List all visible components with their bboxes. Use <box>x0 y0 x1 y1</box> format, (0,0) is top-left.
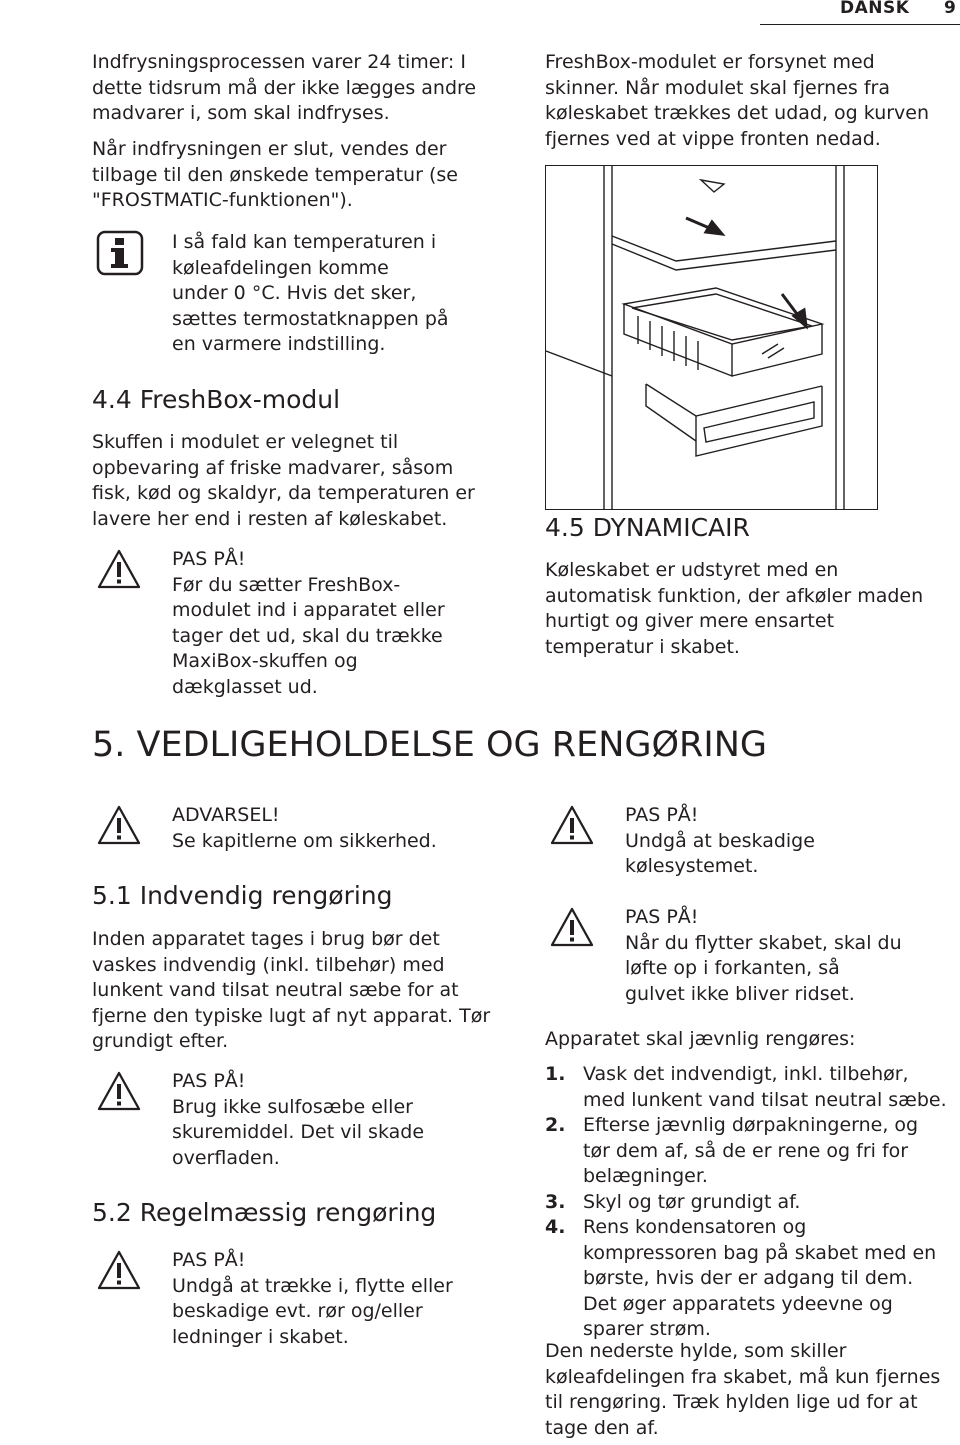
section-4-5-title: 4.5 DYNAMICAIR <box>545 513 750 542</box>
warning-triangle-icon <box>96 804 142 846</box>
text-line: temperatur i skabet. <box>545 635 740 658</box>
chapter-5-title: 5. VEDLIGEHOLDELSE OG RENGØRING <box>92 725 767 765</box>
text-line: Køleskabet er udstyret med en <box>545 559 839 581</box>
caution-cooling-system <box>625 803 815 880</box>
text-line: lunkent vand tilsat neutral sæbe for at <box>92 979 459 1001</box>
section-4-4-text <box>92 430 475 532</box>
text-line: Den nederste hylde, som skiller <box>545 1340 847 1362</box>
text-line: Når du flytter skabet, skal du <box>625 931 902 954</box>
text-line: grundigt efter. <box>92 1030 229 1052</box>
header-language: DANSK <box>840 0 910 18</box>
text-line: hurtigt og giver mere ensartet <box>545 610 835 632</box>
list-item <box>545 1190 960 1216</box>
text-line: Skyl og tør grundigt af. <box>583 1190 801 1213</box>
text-line: fjerne den typiske lugt af nyt apparat. Tør <box>92 1004 491 1027</box>
caution-pipes <box>172 1248 453 1350</box>
text-line: ledninger i skabet. <box>172 1325 349 1348</box>
text-line: køleafdelingen komme <box>172 256 389 279</box>
text-line: dækglasset ud. <box>172 675 318 698</box>
step-number: 1. <box>545 1063 566 1085</box>
list-item <box>545 1215 960 1343</box>
warning-triangle-icon <box>96 1070 142 1112</box>
text-line: Det øger apparatets ydeevne og <box>583 1292 893 1315</box>
warning-triangle-icon <box>549 804 595 846</box>
text-line: kompressoren bag på skabet med en <box>583 1241 937 1264</box>
text-line: tilbage til den ønskede temperatur (se <box>92 163 458 186</box>
text-line: automatisk funktion, der afkøler maden <box>545 584 924 607</box>
text-line: under 0 °C. Hvis det sker, <box>172 282 417 304</box>
text-line: Undgå at beskadige <box>625 829 815 852</box>
text-line: FreshBox-modulet er forsynet med <box>545 51 875 73</box>
text-line: køleskabet trækkes det udad, og kurven <box>545 102 930 124</box>
text-line: en varmere indstilling. <box>172 333 386 355</box>
caution-title: PAS PÅ! <box>172 1249 246 1271</box>
text-line: fjernes ved at vippe fronten nedad. <box>545 127 881 150</box>
section-5-2-title: 5.2 Regelmæssig rengøring <box>92 1198 437 1227</box>
text-line: Når indfrysningen er slut, vendes der <box>92 138 447 160</box>
freezing-end-paragraph <box>92 137 458 214</box>
caution-title: PAS PÅ! <box>172 548 246 570</box>
cleaning-steps-list <box>545 1062 960 1343</box>
step-number: 2. <box>545 1114 566 1136</box>
text-line: madvarer i, som skal indfryses. <box>92 102 390 124</box>
text-line: Brug ikke sulfosæbe eller <box>172 1095 413 1118</box>
text-line: skinner. Når modulet skal fjernes fra <box>545 76 890 99</box>
text-line: Inden apparatet tages i brug bør det <box>92 928 440 950</box>
text-line: "FROSTMATIC-funktionen"). <box>92 189 353 211</box>
freshbox-rails-paragraph <box>545 50 929 152</box>
caution-freshbox <box>172 547 445 700</box>
caution-moving-cabinet <box>625 905 902 1007</box>
text-line: Indfrysningsprocessen varer 24 timer: I <box>92 51 466 73</box>
text-line: børste, hvis der er adgang til dem. <box>583 1267 914 1289</box>
text-line: Rens kondensatoren og <box>583 1216 807 1238</box>
section-4-4-title: 4.4 FreshBox-modul <box>92 385 341 414</box>
freshbox-drawing <box>546 166 878 510</box>
text-line: sparer strøm. <box>583 1318 711 1340</box>
text-line: tage den af. <box>545 1416 659 1439</box>
text-line: belægninger. <box>583 1165 708 1187</box>
section-4-5-text <box>545 558 923 660</box>
cleaning-intro: Apparatet skal jævnlig rengøres: <box>545 1028 856 1050</box>
step-number: 4. <box>545 1216 566 1238</box>
step-number: 3. <box>545 1190 566 1213</box>
info-note <box>172 230 449 358</box>
text-line: skuremiddel. Det vil skade <box>172 1121 425 1143</box>
caution-title: PAS PÅ! <box>625 906 699 928</box>
text-line: overfladen. <box>172 1146 280 1169</box>
warning-triangle-icon <box>96 548 142 590</box>
text-line: Vask det indvendigt, inkl. tilbehør, <box>583 1063 909 1085</box>
caution-title: PAS PÅ! <box>172 1070 246 1092</box>
text-line: løfte op i forkanten, så <box>625 957 840 979</box>
text-line: Skuffen i modulet er velegnet til <box>92 431 399 453</box>
text-line: kølesystemet. <box>625 855 759 877</box>
warning-safety <box>172 803 437 854</box>
caution-soap <box>172 1069 424 1171</box>
text-line: I så fald kan temperaturen i <box>172 231 437 253</box>
warning-triangle-icon <box>549 906 595 948</box>
text-line: gulvet ikke bliver ridset. <box>625 982 855 1005</box>
text-line: Undgå at trække i, flytte eller <box>172 1274 453 1297</box>
text-line: tager det ud, skal du trække <box>172 624 443 647</box>
text-line: lavere her end i resten af køleskabet. <box>92 507 448 530</box>
text-line: Før du sætter FreshBox- <box>172 573 401 596</box>
text-line: til rengøring. Træk hylden lige ud for at <box>545 1391 918 1413</box>
shelf-removal-paragraph <box>545 1339 940 1441</box>
header-rule <box>760 24 960 25</box>
text-line: vaskes indvendig (inkl. tilbehør) med <box>92 953 445 976</box>
text-line: tør dem af, så de er rene og fri for <box>583 1139 909 1162</box>
freezing-duration-paragraph <box>92 50 476 127</box>
text-line: køleafdelingen fra skabet, må kun fjernes <box>545 1365 941 1388</box>
text-line: opbevaring af friske madvarer, såsom <box>92 456 454 479</box>
list-item <box>545 1113 960 1190</box>
text-line: dette tidsrum må der ikke lægges andre <box>92 76 477 99</box>
list-item <box>545 1062 960 1113</box>
text-line: Efterse jævnlig dørpakningerne, og <box>583 1114 919 1136</box>
warning-title: ADVARSEL! <box>172 804 280 826</box>
text-line: MaxiBox-skuffen og <box>172 650 358 672</box>
text-line: modulet ind i apparatet eller <box>172 599 445 621</box>
page-number: 9 <box>944 0 956 18</box>
section-5-1-title: 5.1 Indvendig rengøring <box>92 881 393 910</box>
text-line: fisk, kød og skaldyr, da temperaturen er <box>92 482 475 504</box>
text-line: sættes termostatknappen på <box>172 307 449 330</box>
caution-title: PAS PÅ! <box>625 804 699 826</box>
text-line: beskadige evt. rør og/eller <box>172 1300 423 1322</box>
freshbox-illustration <box>545 165 878 510</box>
warning-triangle-icon <box>96 1249 142 1291</box>
section-5-1-text <box>92 927 490 1055</box>
text-line: Se kapitlerne om sikkerhed. <box>172 829 437 852</box>
info-icon <box>96 230 144 276</box>
text-line: med lunkent vand tilsat neutral sæbe. <box>583 1088 947 1111</box>
